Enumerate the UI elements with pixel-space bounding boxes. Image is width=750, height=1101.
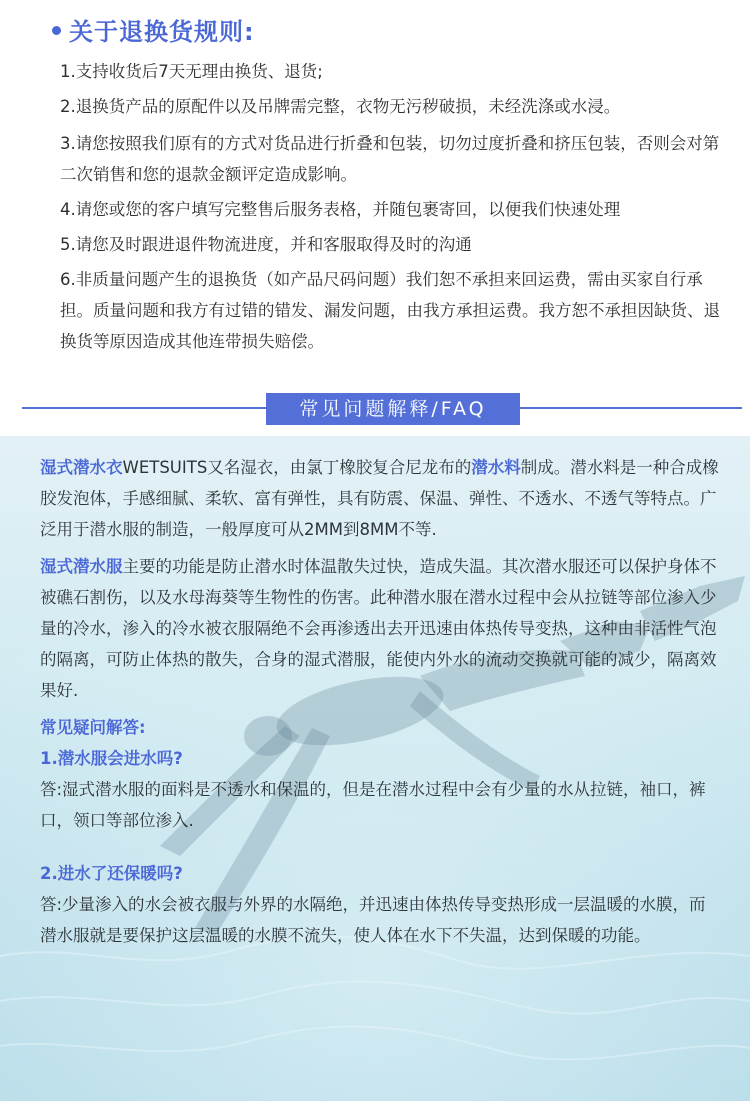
- faq-paragraph-function: [40, 551, 720, 706]
- question-2: 2.进水了还保暖吗?: [40, 864, 183, 883]
- bullet-dot-icon: [52, 26, 61, 35]
- paragraph-text: 主要的功能是防止潜水时体温散失过快，造成失温。其次潜水服还可以保护身体不被礁石割伤，以及水母海葵等生物性的伤害。此种潜水服在潜水过程中会从拉链等部位渗入少量的冷水，渗入的冷水被衣服隔绝不会再渗透出去开迅速由体热传导变热，这种由非活性气泡的隔离，可防止体热的散失，合身的湿式潜服，能使内外水的流动交换就可能的减少，隔离效果好.: [40, 557, 717, 700]
- faq-body: [40, 452, 720, 951]
- qa-heading: 常见疑问解答:: [40, 718, 146, 737]
- rule-item: 1.支持收货后7天无理由换货、退货;: [60, 62, 323, 81]
- rules-section: [0, 0, 750, 436]
- answer-1: 答:湿式潜水服的面料是不透水和保温的，但是在潜水过程中会有少量的水从拉链，袖口，裤口，领口等部位渗入.: [40, 780, 706, 830]
- paragraph-text: 制成。潜水料是一种合成橡胶发泡体，手感细腻、柔软、富有弹性，具有防震、保温、弹性、不透水、不透气等特点。广泛用于潜水服的制造，一般厚度可从2MM到8MM不等.: [40, 458, 719, 539]
- faq-section: [0, 436, 750, 1101]
- highlight-term: 湿式潜水衣: [40, 458, 123, 477]
- rule-item: 4.请您或您的客户填写完整售后服务表格，并随包裹寄回，以便我们快速处理: [60, 200, 621, 219]
- faq-paragraph-wetsuit: [40, 452, 720, 545]
- question-1: 1.潜水服会进水吗?: [40, 749, 183, 768]
- rules-list: [60, 56, 730, 363]
- answer-2: 答:少量渗入的水会被衣服与外界的水隔绝，并迅速由体热传导变热形成一层温暖的水膜，而潜水服就是要保护这层温暖的水膜不流失，使人体在水下不失温，达到保暖的功能。: [40, 895, 706, 945]
- rule-item: 6.非质量问题产生的退换货（如产品尺码问题）我们恕不承担来回运费，需由买家自行承担。质量问题和我方有过错的错发、漏发问题，由我方承担运费。我方恕不承担因缺货、退换货等原因造成其他连带损失赔偿。: [60, 270, 720, 351]
- rule-item: 5.请您及时跟进退件物流进度，并和客服取得及时的沟通: [60, 235, 472, 254]
- rules-title: 关于退换货规则:: [69, 18, 255, 46]
- faq-banner: 常见问题解释/FAQ: [266, 393, 520, 425]
- rule-item: 3.请您按照我们原有的方式对货品进行折叠和包装，切勿过度折叠和挤压包装，否则会对第二次销售和您的退款金额评定造成影响。: [60, 134, 720, 184]
- paragraph-text: WETSUITS又名湿衣，由氯丁橡胶复合尼龙布的: [122, 458, 472, 477]
- highlight-term: 潜水料: [471, 458, 521, 477]
- rule-item: 2.退换货产品的原配件以及吊牌需完整，衣物无污秽破损，未经洗涤或水浸。: [60, 97, 621, 116]
- highlight-term: 湿式潜水服: [40, 557, 123, 576]
- rules-header: [52, 12, 255, 47]
